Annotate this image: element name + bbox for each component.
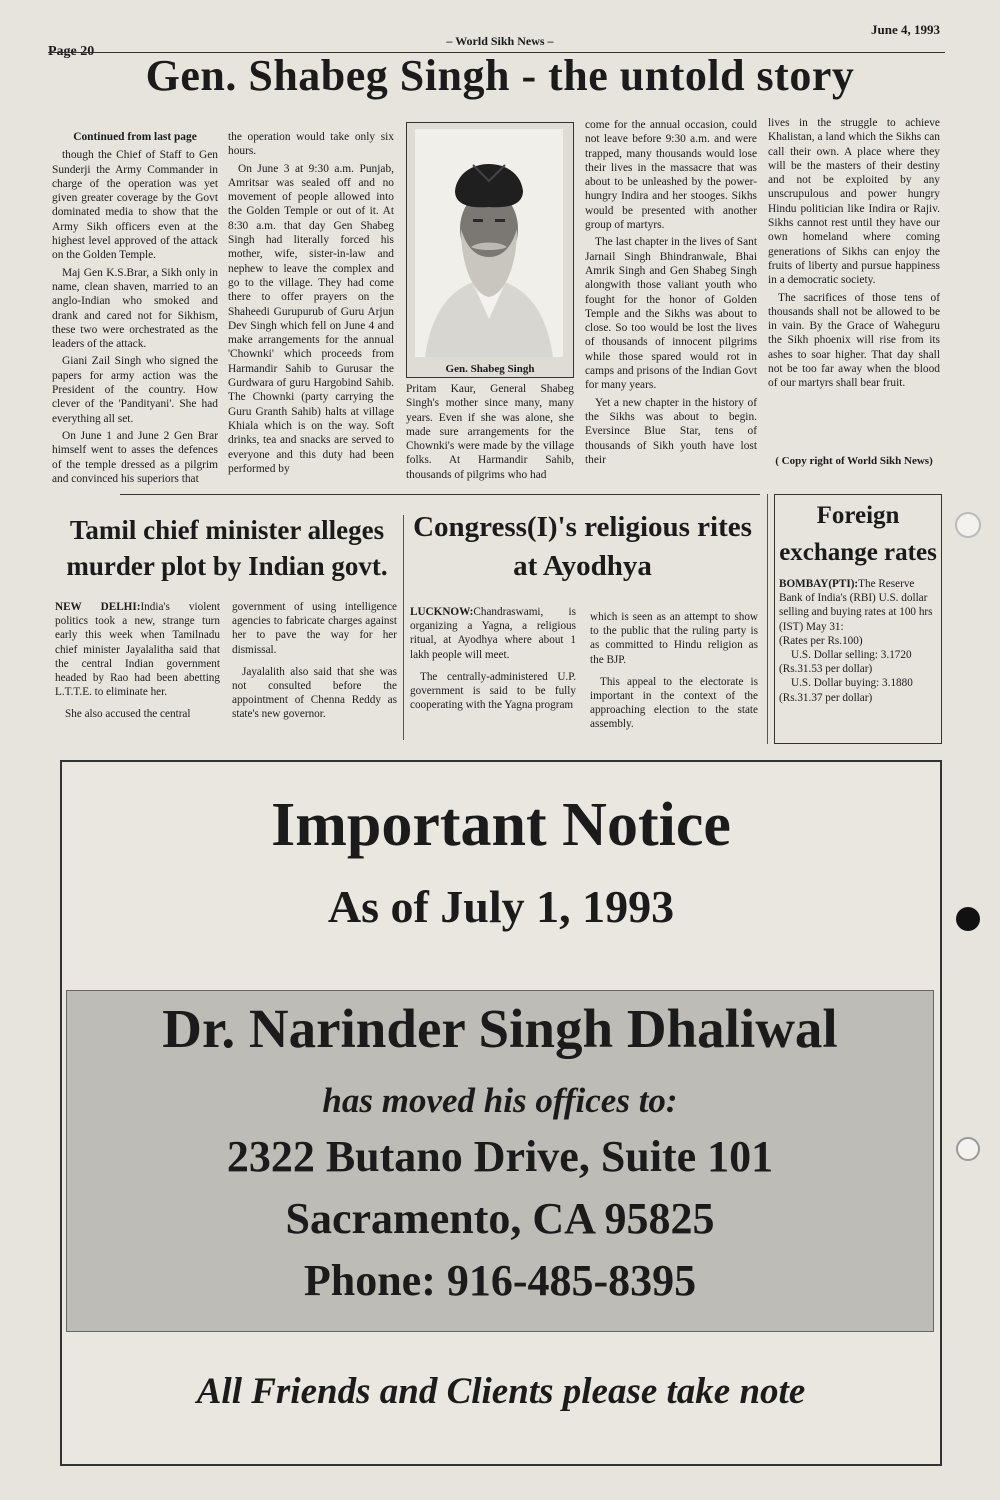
column-divider xyxy=(767,494,768,744)
paragraph: Giani Zail Singh who signed the papers for army action was the President of the country. How clever of the 'Pandityani'. She had everything all set. xyxy=(52,355,218,425)
congress-headline: Congress(I)'s religious rites at Ayodhya xyxy=(413,511,752,582)
paragraph: government of using intelligence agencies to fabricate charges against her to pave the way for her dismissal. xyxy=(232,601,397,656)
portrait-photo xyxy=(415,129,563,357)
notice-date: As of July 1, 1993 xyxy=(327,881,675,932)
notice-footer: All Friends and Clients please take note xyxy=(196,1371,806,1412)
tamil-headline: Tamil chief minister alleges murder plot by Indian govt. xyxy=(66,515,388,581)
forex-note: (Rates per Rs.100) xyxy=(779,634,863,647)
congress-article-column-1 xyxy=(410,605,576,720)
forex-buying: U.S. Dollar buying: 3.1880 xyxy=(791,677,913,690)
issue-date: June 4, 1993 xyxy=(871,22,940,37)
paragraph: The sacrifices of those tens of thousands shall not be allowed to be in vain. By the Grace of Waheguru the Sikh phoenix will rise from its ashes to soar higher. That day shall not be too far away when the blood of our martyrs shall bear fruit. xyxy=(768,291,940,390)
notice-title: Important Notice xyxy=(271,791,731,859)
doctor-name: Dr. Narinder Singh Dhaliwal xyxy=(162,998,838,1059)
paragraph: Maj Gen K.S.Brar, a Sikh only in name, clean shaven, married to an anglo-Indian who smoked and drank and cared not for Sikhism, these two were orchestrated as the leaders of the attack. xyxy=(52,266,218,351)
forex-body xyxy=(775,577,941,705)
paragraph: lives in the struggle to achieve Khalistan, a land which the Sikhs can call their own. A place where they will be the masters of their destiny and not be exploited by any unscrupulous and power hungry Hindu politician like Indira or Rajiv. Sikhs cannot rest until they have our own homeland where coming generations of Sikhs can enjoy the fruits of liberty and pursue happiness in a democratic society. xyxy=(768,117,940,287)
paragraph: Pritam Kaur, General Shabeg Singh's mother since many, many years. Even if she was alone, she made sure arrangements for the Chownki's were made by the village folks. At Harmandir Sahib, thousands of pilgrims who had xyxy=(406,383,574,481)
main-article-column-4 xyxy=(585,118,757,470)
paragraph: the operation would take only six hours. xyxy=(228,131,394,158)
forex-headline: Foreign exchange rates xyxy=(779,502,937,566)
forex-selling-rs: (Rs.31.53 per dollar) xyxy=(779,663,873,676)
paragraph: On June 3 at 9:30 a.m. Punjab, Amritsar was sealed off and no movement of people allowed into the Golden Temple or out of it. At 8:30 a.m. that day Gen Shabeg Singh had literally forced his mother, wife, sister-in-law and nephew to leave the complex and go to the village. They had come there to offer prayers on the Shaheedi Gurupurub of Guru Arjun Dev Singh which fell on June 4 and make arrangements for the annual 'Chownki' which proceeds from Harmandir Sahib to Gurusar the Gurdwara of guru Hargobind Sahib. The Chownki (party carrying the Guru Granth Sahib) halts at village Khiala which is on the way. Soft drinks, tea and snacks are served to everyone and this duty had been performed by xyxy=(228,162,394,475)
forex-buying-rs: (Rs.31.37 per dollar) xyxy=(779,691,873,704)
punch-hole xyxy=(955,512,981,538)
dateline: LUCKNOW: xyxy=(410,606,474,618)
paragraph: though the Chief of Staff to Gen Sunderji the Army Commander in charge of the operation was yet given greater coverage by the Govt dominated media to show that the Army Sikh officers even at the highest level approved of the attack on the Golden Temple. xyxy=(52,149,218,262)
main-article-column-5 xyxy=(768,116,940,394)
paragraph: Jayalalith also said that she was not consulted before the appointment of Chenna Reddy as state's new governor. xyxy=(232,665,397,721)
paragraph: come for the annual occasion, could not leave before 9:30 a.m. and were trapped, many thousands would lose their lives in the massacre that was about to be unleashed by the power-hungry Indira and her stooges. Sikhs would be presented with another group of martyrs. xyxy=(585,119,757,232)
paragraph: On June 1 and June 2 Gen Brar himself went to asses the defences of the temple dressed as a pilgrim and convinced his superiors that xyxy=(52,429,218,485)
tamil-article-column-2 xyxy=(232,600,397,730)
main-article-column-3 xyxy=(406,382,574,485)
paragraph: which is seen as an attempt to show to the public that the ruling party is as committed to Hindu religion as the BJP. xyxy=(590,611,758,666)
paragraph: The last chapter in the lives of Sant Jarnail Singh Bhindranwale, Bhai Amrik Singh and Gen Shabeg Singh alongwith those valiant youth who fought for the honor of Golden Temple and the Sikhs was about to close. So too would be lost the lives of thousands of innocent pilgrims while those spared would rot in camps and prisons of the Indian Govt for many years. xyxy=(585,236,757,392)
forex-box xyxy=(774,494,942,744)
copyright-note: ( Copy right of World Sikh News) xyxy=(775,455,933,467)
paragraph: The centrally-administered U.P. government is said to be fully cooperating with the Yagna program xyxy=(410,670,576,712)
main-article-column-2 xyxy=(228,130,394,479)
paragraph: She also accused the central xyxy=(65,708,191,721)
tamil-article-column-1 xyxy=(55,600,220,730)
phone-number: Phone: 916-485-8395 xyxy=(303,1256,697,1305)
moved-text: has moved his offices to: xyxy=(322,1081,678,1120)
publication-name: – World Sikh News – xyxy=(446,34,554,48)
punch-hole xyxy=(956,1137,980,1161)
paragraph: Yet a new chapter in the history of the Sikhs was about to begin. Eversince Blue Star, tens of thousands of Sikh youth have lost their xyxy=(585,396,757,466)
punch-hole xyxy=(956,907,980,931)
notice-address-panel xyxy=(66,990,934,1332)
forex-selling: U.S. Dollar selling: 3.1720 xyxy=(791,649,912,662)
paragraph: NEW DELHI:India's violent politics took a new, strange turn early this week when Tamilnadu chief minister Jayalalitha said that the central Indian government headed by Rao had been abetting L.T.T.E. to eliminate her. xyxy=(55,601,220,699)
continued-note: Continued from last page xyxy=(73,131,197,143)
address-line-1: 2322 Butano Drive, Suite 101 xyxy=(226,1132,774,1181)
main-article-column-1 xyxy=(52,130,218,489)
photo-caption: Gen. Shabeg Singh xyxy=(445,363,535,375)
dateline: NEW DELHI: xyxy=(55,601,141,613)
paragraph: LUCKNOW:Chandraswami, is organizing a Yagna, a religious ritual, at Ayodhya where about 1 lakh people will meet. xyxy=(410,606,576,661)
important-notice-ad xyxy=(60,760,942,1466)
dateline: BOMBAY(PTI): xyxy=(779,578,859,590)
section-divider xyxy=(120,494,760,495)
paragraph: This appeal to the electorate is important in the context of the approaching election to the state assembly. xyxy=(590,675,758,731)
address-line-2: Sacramento, CA 95825 xyxy=(285,1194,715,1243)
column-divider xyxy=(403,515,404,740)
portrait-illustration xyxy=(415,129,563,357)
congress-article-column-2 xyxy=(590,610,758,740)
portrait-photo-box xyxy=(406,122,574,378)
main-headline: Gen. Shabeg Singh - the untold story xyxy=(145,51,855,100)
page-number: Page 20 xyxy=(48,44,95,59)
forex-intro: BOMBAY(PTI):The Reserve Bank of India's (RBI) U.S. dollar selling and buying rates at 100 hrs (IST) May 31: xyxy=(779,578,933,633)
